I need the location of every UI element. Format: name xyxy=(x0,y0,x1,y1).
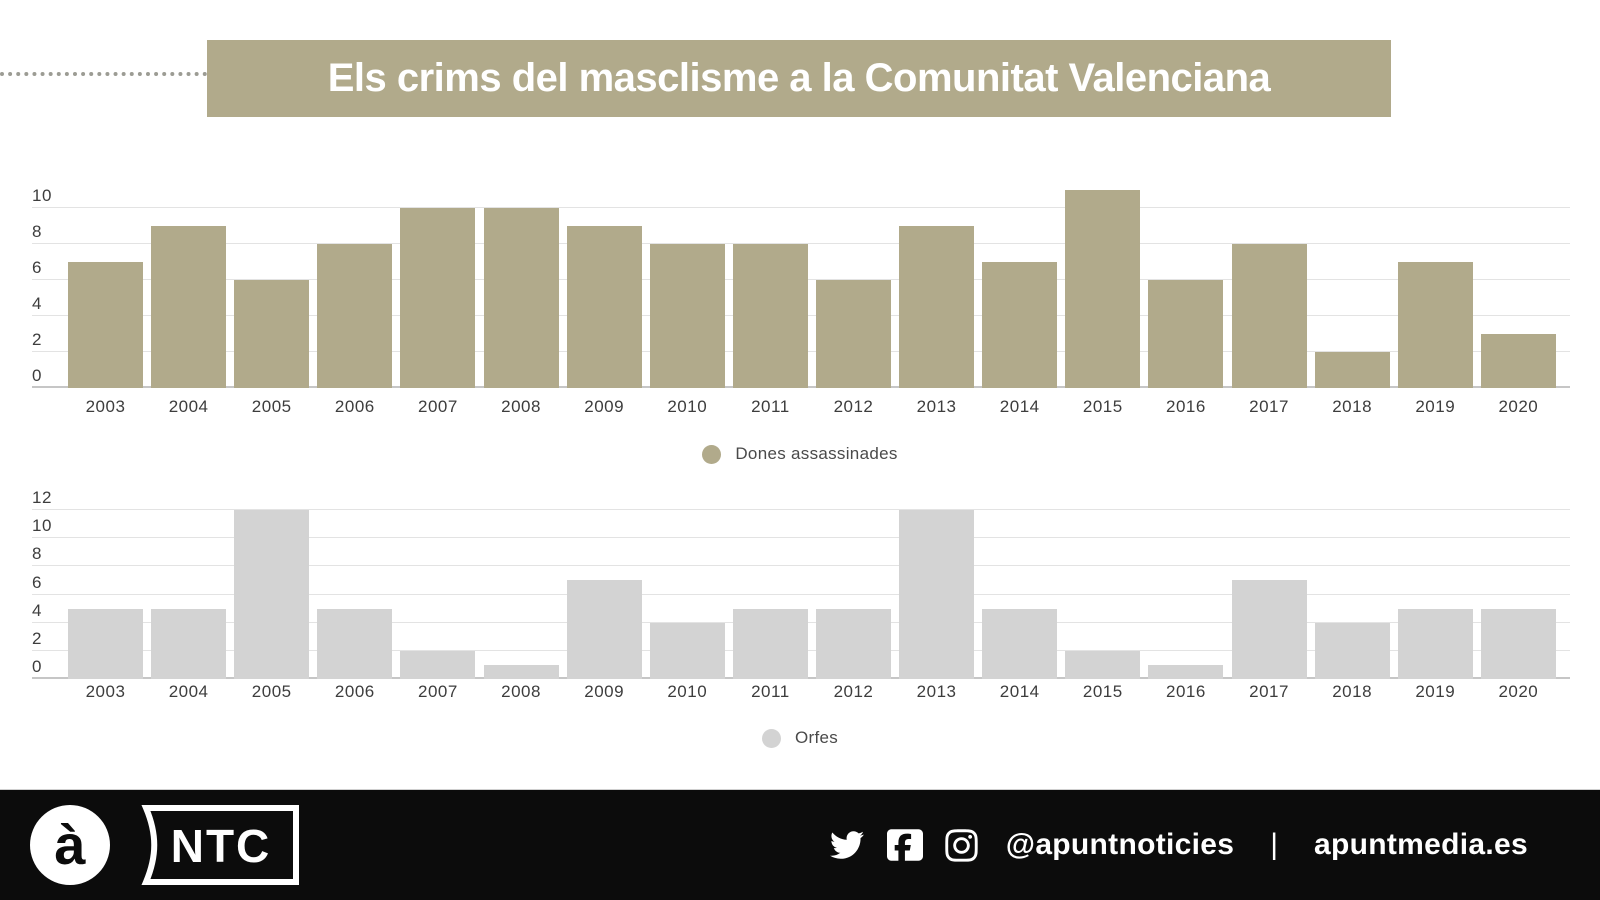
instagram-icon xyxy=(943,827,980,864)
y-tick-label-8: 8 xyxy=(32,222,42,241)
y-tick-label-0: 0 xyxy=(32,366,42,385)
apunt-logo-letter: à xyxy=(54,813,86,876)
x-tick-label-2007: 2007 xyxy=(418,397,458,416)
x-tick-label-2008: 2008 xyxy=(501,682,541,701)
x-tick-label-2014: 2014 xyxy=(999,397,1040,416)
x-tick-label-2010: 2010 xyxy=(667,397,708,416)
social-handle: @apuntnoticies xyxy=(1005,828,1235,861)
bar-2017 xyxy=(1232,580,1307,679)
twitter-icon xyxy=(827,828,867,862)
bar-2009 xyxy=(567,580,642,679)
y-tick-label-6: 6 xyxy=(32,258,42,277)
bar-2015 xyxy=(1065,651,1140,679)
bar-2020 xyxy=(1481,334,1556,388)
x-tick-label-2004: 2004 xyxy=(168,397,209,416)
dotted-divider xyxy=(0,72,207,76)
bar-2007 xyxy=(400,651,475,679)
bar-2004 xyxy=(151,226,226,388)
x-tick-label-2011: 2011 xyxy=(751,682,790,701)
y-tick-label-8: 8 xyxy=(32,544,42,564)
bar-2018 xyxy=(1315,352,1390,388)
x-tick-label-2008: 2008 xyxy=(501,397,541,416)
chart-dones-plot xyxy=(32,186,1556,388)
bar-2011 xyxy=(733,609,808,679)
bar-2013 xyxy=(899,226,974,388)
y-tick-label-4: 4 xyxy=(32,600,42,620)
x-tick-label-2009: 2009 xyxy=(584,397,625,416)
bar-2010 xyxy=(650,244,725,388)
ntc-logo-text: NTC xyxy=(170,820,272,872)
legend-dones xyxy=(0,444,1600,464)
x-tick-label-2020: 2020 xyxy=(1498,682,1539,701)
facebook-icon xyxy=(887,827,923,863)
x-tick-label-2012: 2012 xyxy=(833,682,874,701)
bars xyxy=(68,190,1556,388)
bar-2006 xyxy=(317,609,392,679)
apunt-logo xyxy=(30,805,110,885)
legend-label-dones: Dones assassinades xyxy=(735,444,898,463)
bar-2012 xyxy=(816,280,891,388)
bar-2018 xyxy=(1315,623,1390,679)
x-tick-label-2016: 2016 xyxy=(1166,397,1206,416)
x-tick-label-2018: 2018 xyxy=(1332,397,1373,416)
legend-dot-orfes xyxy=(762,729,781,748)
bar-2004 xyxy=(151,609,226,679)
bar-2014 xyxy=(982,609,1057,679)
x-tick-label-2017: 2017 xyxy=(1249,682,1289,701)
x-tick-label-2015: 2015 xyxy=(1082,682,1123,701)
legend-label-orfes: Orfes xyxy=(794,728,839,747)
y-tick-label-6: 6 xyxy=(32,572,42,592)
x-tick-label-2019: 2019 xyxy=(1415,682,1456,701)
bar-2016 xyxy=(1148,665,1223,679)
x-tick-label-2007: 2007 xyxy=(418,682,458,701)
bar-2008 xyxy=(484,665,559,679)
legend-dot-dones xyxy=(702,445,721,464)
x-tick-label-2016: 2016 xyxy=(1166,682,1206,701)
bar-2005 xyxy=(234,280,309,388)
bar-2016 xyxy=(1148,280,1223,388)
x-tick-label-2012: 2012 xyxy=(833,397,874,416)
legend-orfes xyxy=(0,728,1600,748)
x-tick-label-2013: 2013 xyxy=(916,682,957,701)
x-tick-label-2003: 2003 xyxy=(85,397,126,416)
x-tick-label-2014: 2014 xyxy=(999,682,1040,701)
x-tick-label-2003: 2003 xyxy=(85,682,126,701)
y-tick-label-10: 10 xyxy=(32,186,52,205)
bar-2019 xyxy=(1398,609,1473,679)
ntc-logo xyxy=(130,803,302,887)
bar-2003 xyxy=(68,609,143,679)
bar-2003 xyxy=(68,262,143,388)
bar-2020 xyxy=(1481,609,1556,679)
y-tick-label-0: 0 xyxy=(32,657,42,676)
bar-2005 xyxy=(234,510,309,679)
x-tick-label-2018: 2018 xyxy=(1332,682,1373,701)
bars xyxy=(68,510,1556,679)
x-tick-label-2019: 2019 xyxy=(1415,397,1456,416)
x-tick-label-2020: 2020 xyxy=(1498,397,1539,416)
y-tick-label-10: 10 xyxy=(32,516,52,536)
bar-2008 xyxy=(484,208,559,388)
y-tick-label-4: 4 xyxy=(32,294,42,313)
x-tick-label-2006: 2006 xyxy=(334,682,375,701)
x-tick-label-2004: 2004 xyxy=(168,682,209,701)
bar-2006 xyxy=(317,244,392,388)
x-tick-label-2013: 2013 xyxy=(916,397,957,416)
bar-2009 xyxy=(567,226,642,388)
chart-orfes-x-axis xyxy=(68,682,1556,702)
chart-dones-x-axis xyxy=(68,397,1556,417)
social-bar xyxy=(827,790,1528,900)
bar-2010 xyxy=(650,623,725,679)
x-tick-label-2011: 2011 xyxy=(751,397,790,416)
y-tick-label-2: 2 xyxy=(32,628,42,648)
y-tick-label-2: 2 xyxy=(32,330,42,349)
x-tick-label-2010: 2010 xyxy=(667,682,708,701)
bar-2007 xyxy=(400,208,475,388)
x-tick-label-2009: 2009 xyxy=(584,682,625,701)
x-tick-label-2006: 2006 xyxy=(334,397,375,416)
x-tick-label-2015: 2015 xyxy=(1082,397,1123,416)
bar-2015 xyxy=(1065,190,1140,388)
bar-2012 xyxy=(816,609,891,679)
x-tick-label-2005: 2005 xyxy=(251,397,292,416)
x-tick-label-2017: 2017 xyxy=(1249,397,1289,416)
bar-2019 xyxy=(1398,262,1473,388)
bar-2011 xyxy=(733,244,808,388)
chart-orfes-plot xyxy=(32,488,1556,679)
separator: | xyxy=(1270,828,1279,861)
page-title: Els crims del masclisme a la Comunitat Valenciana xyxy=(207,40,1391,117)
y-tick-label-12: 12 xyxy=(32,488,52,507)
bar-2017 xyxy=(1232,244,1307,388)
website-url: apuntmedia.es xyxy=(1314,828,1528,861)
x-tick-label-2005: 2005 xyxy=(251,682,292,701)
footer xyxy=(0,789,1600,900)
bar-2014 xyxy=(982,262,1057,388)
bar-2013 xyxy=(899,510,974,679)
